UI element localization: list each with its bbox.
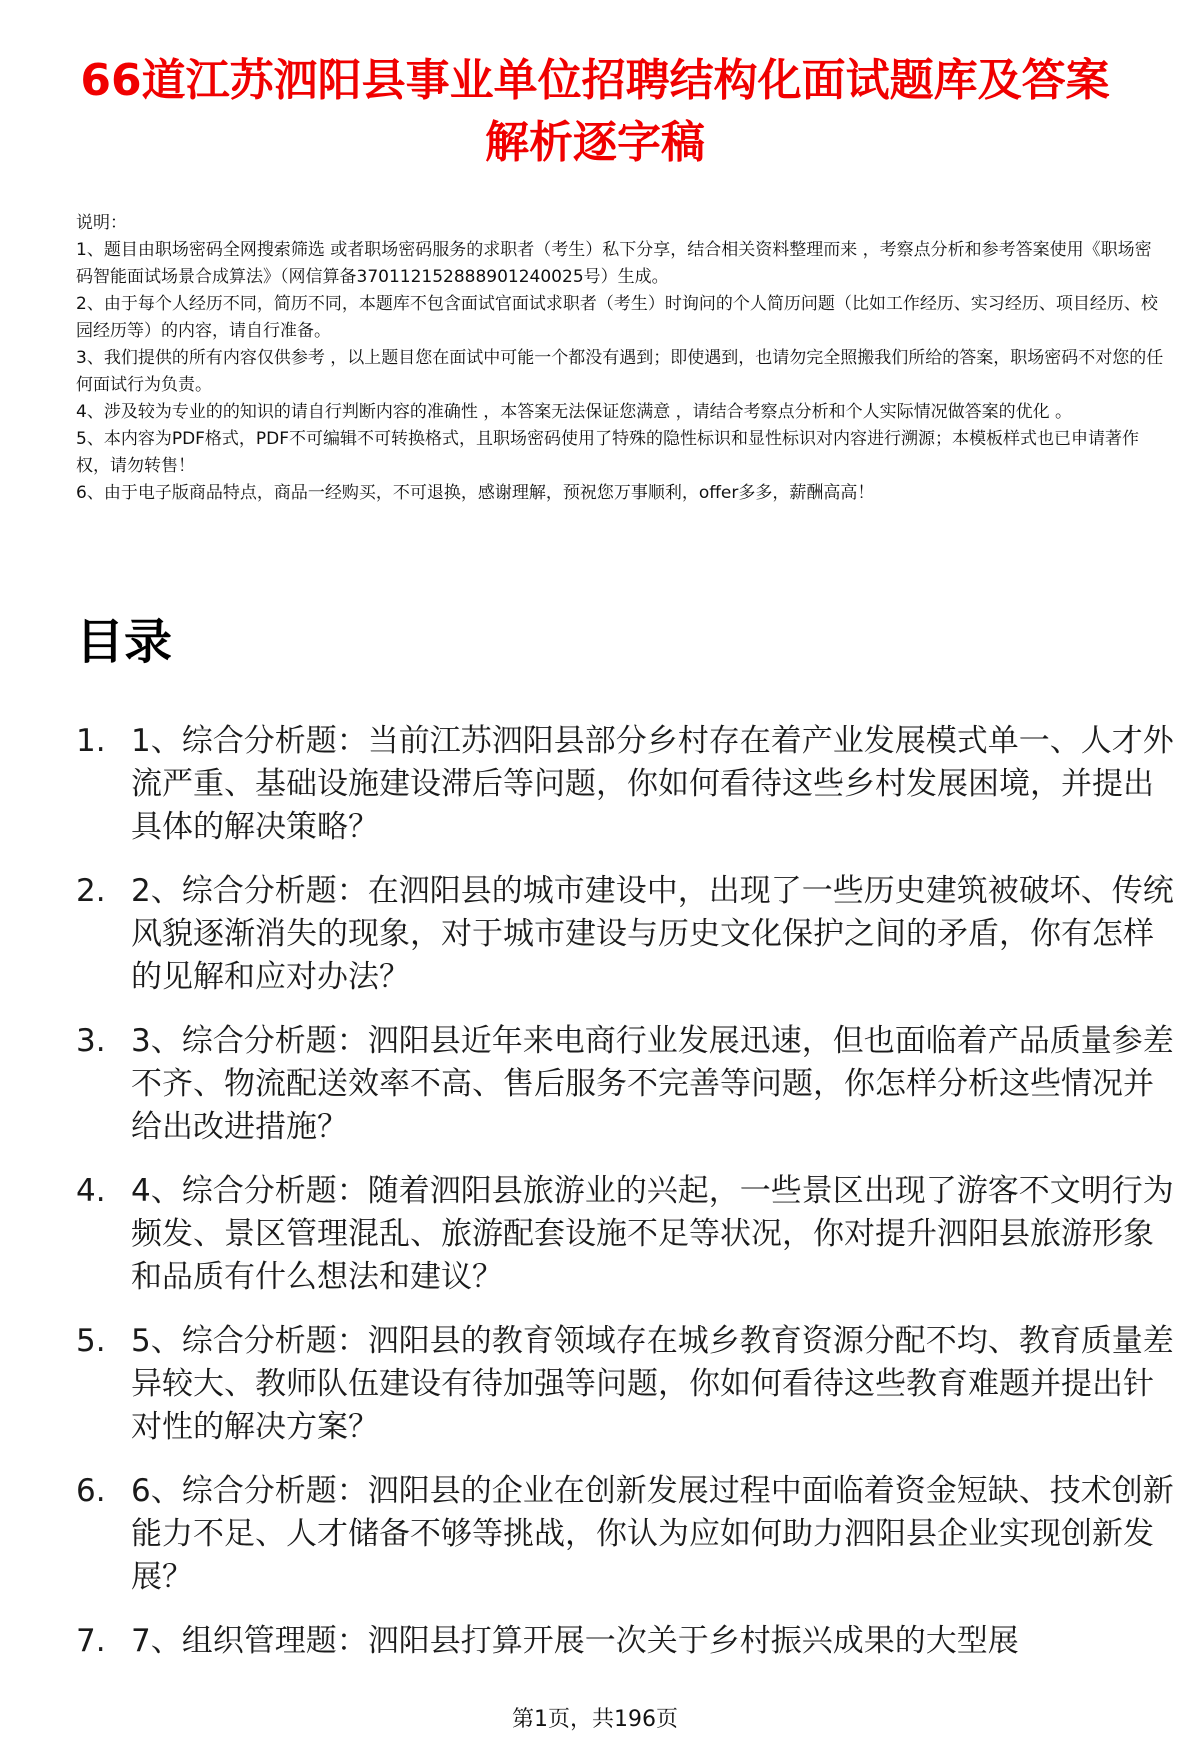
note-item: 4、涉及较为专业的的知识的请自行判断内容的准确性 ，本答案无法保证您满意 ，请结合考察点分析和个人实际情况做答案的优化 。 [76, 402, 1073, 422]
toc-item-number: 5. [76, 1323, 106, 1359]
note-item: 6、由于电子版商品特点，商品一经购买，不可退换，感谢理解，预祝您万事顺利，offer多多，薪酬高高！ [76, 483, 875, 503]
page-number-footer: 第1页，共196页 [512, 1707, 678, 1732]
toc-item-1[interactable] [76, 720, 1176, 849]
note-item: 3、我们提供的所有内容仅供参考 ，以上题目您在面试中可能一个都没有遇到；即使遇到，也请勿完全照搬我们所给的答案，职场密码不对您的任何面试行为负责。 [76, 348, 1164, 395]
toc-item-number: 7. [76, 1623, 106, 1659]
toc-item-number: 3. [76, 1023, 106, 1059]
note-item: 5、本内容为PDF格式，PDF不可编辑不可转换格式，且职场密码使用了特殊的隐性标识和显性标识对内容进行溯源；本模板样式也已申请著作权，请勿转售！ [76, 429, 1140, 476]
toc-item-3[interactable] [76, 1020, 1176, 1149]
note-item: 1、题目由职场密码全网搜索筛选 或者职场密码服务的求职者（考生）私下分享，结合相关资料整理而来 ，考察点分析和参考答案使用《职场密码智能面试场景合成算法》（网信算备370112152888901240025号）生成。 [76, 240, 1152, 287]
toc-list [76, 720, 1176, 1684]
toc-item-number: 1. [76, 723, 106, 759]
toc-item-4[interactable] [76, 1170, 1176, 1299]
toc-item-number: 2. [76, 873, 106, 909]
toc-item-text[interactable]: 1、综合分析题：当前江苏泗阳县部分乡村存在着产业发展模式单一、人才外流严重、基础设施建设滞后等问题，你如何看待这些乡村发展困境，并提出具体的解决策略？ [131, 723, 1174, 845]
toc-item-number: 6. [76, 1473, 106, 1509]
toc-item-text[interactable]: 4、综合分析题：随着泗阳县旅游业的兴起，一些景区出现了游客不文明行为频发、景区管理混乱、旅游配套设施不足等状况，你对提升泗阳县旅游形象和品质有什么想法和建议？ [131, 1173, 1174, 1295]
toc-item-number: 4. [76, 1173, 106, 1209]
notes-heading: 说明： [76, 213, 127, 233]
toc-item-text[interactable]: 2、综合分析题：在泗阳县的城市建设中，出现了一些历史建筑被破坏、传统风貌逐渐消失的现象，对于城市建设与历史文化保护之间的矛盾，你有怎样的见解和应对办法？ [131, 873, 1174, 995]
toc-item-text[interactable]: 6、综合分析题：泗阳县的企业在创新发展过程中面临着资金短缺、技术创新能力不足、人才储备不够等挑战，你认为应如何助力泗阳县企业实现创新发展？ [131, 1473, 1174, 1595]
toc-item-6[interactable] [76, 1470, 1176, 1599]
note-item: 2、由于每个人经历不同，简历不同，本题库不包含面试官面试求职者（考生）时询问的个人简历问题（比如工作经历、实习经历、项目经历、校园经历等）的内容，请自行准备。 [76, 294, 1158, 341]
toc-heading: 目录 [76, 614, 173, 670]
toc-item-5[interactable] [76, 1320, 1176, 1449]
toc-item-text[interactable]: 7、组织管理题：泗阳县打算开展一次关于乡村振兴成果的大型展 [131, 1623, 1019, 1659]
document-title: 66道江苏泗阳县事业单位招聘结构化面试题库及答案解析逐字稿 [80, 55, 1110, 168]
toc-item-text[interactable]: 5、综合分析题：泗阳县的教育领域存在城乡教育资源分配不均、教育质量差异较大、教师队伍建设有待加强等问题，你如何看待这些教育难题并提出针对性的解决方案？ [131, 1323, 1174, 1445]
notes-section [76, 210, 1166, 507]
toc-item-text[interactable]: 3、综合分析题：泗阳县近年来电商行业发展迅速，但也面临着产品质量参差不齐、物流配送效率不高、售后服务不完善等问题，你怎样分析这些情况并给出改进措施？ [131, 1023, 1174, 1145]
toc-item-2[interactable] [76, 870, 1176, 999]
toc-item-7[interactable] [76, 1620, 1176, 1663]
